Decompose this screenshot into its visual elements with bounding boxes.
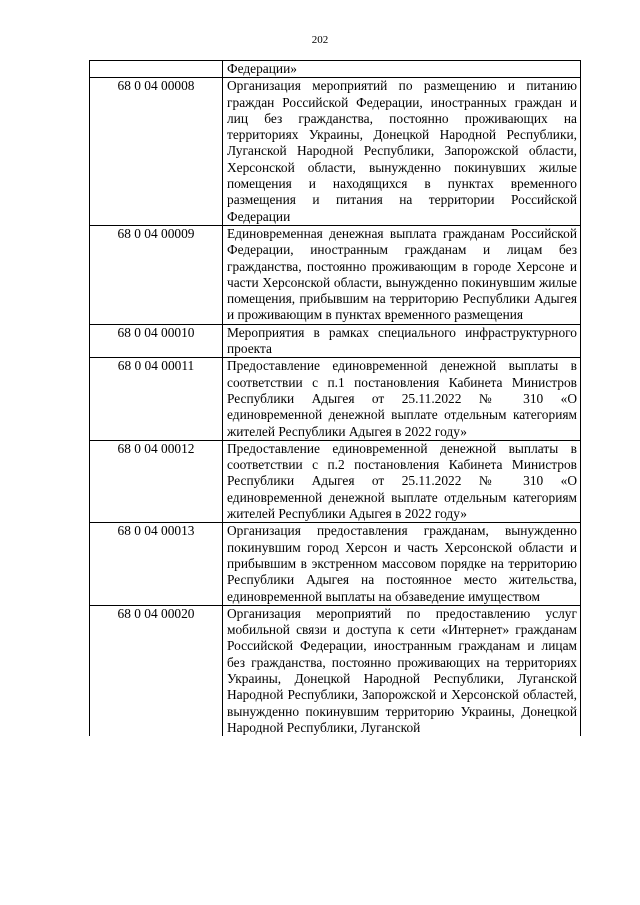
code-cell: [90, 61, 223, 78]
description-cell: Организация предоставления гражданам, вынужденно покинувшим город Херсон и часть Херсонской области и прибывшим в экстренном массовом порядке на территорию Республики Адыгея на постоянное место жительства, единовременной выплаты на обзаведение имуществом: [223, 523, 581, 605]
description-cell: Предоставление единовременной денежной выплаты в соответствии с п.2 постановления Кабинета Министров Республики Адыгея от 25.11.2022 № 310 «О единовременной денежной выплате отдельным категориям жителей Республики Адыгея в 2022 году»: [223, 440, 581, 522]
description-cell: Федерации»: [223, 61, 581, 78]
code-cell: 68 0 04 00012: [90, 440, 223, 522]
table-row: [90, 440, 581, 522]
table-row: [90, 358, 581, 440]
code-cell: 68 0 04 00008: [90, 78, 223, 226]
description-cell: Единовременная денежная выплата гражданам Российской Федерации, иностранным гражданам и лицам без гражданства, постоянно проживающим в городе Херсоне и части Херсонской области, вынужденно покинувшим жилые помещения, прибывшим на территорию Республики Адыгея и проживающим в пунктах временного размещения: [223, 225, 581, 324]
code-cell: 68 0 04 00010: [90, 324, 223, 358]
code-cell: 68 0 04 00020: [90, 605, 223, 736]
table-row: [90, 225, 581, 324]
code-cell: 68 0 04 00009: [90, 225, 223, 324]
table-row: [90, 61, 581, 78]
description-cell: Организация мероприятий по размещению и питанию граждан Российской Федерации, иностранных граждан и лиц без гражданства, постоянно проживающих на территориях Украины, Донецкой Народной Республики, Луганской Народной Республики, Запорожской области, Херсонской области, вынужденно покинувших жилые помещения и находящихся в пунктах временного размещения и питания на территории Российской Федерации: [223, 78, 581, 226]
page-number: 202: [311, 34, 329, 46]
code-cell: 68 0 04 00011: [90, 358, 223, 440]
description-cell: Мероприятия в рамках специального инфраструктурного проекта: [223, 324, 581, 358]
code-cell: 68 0 04 00013: [90, 523, 223, 605]
description-cell: Предоставление единовременной денежной выплаты в соответствии с п.1 постановления Кабинета Министров Республики Адыгея от 25.11.2022 № 310 «О единовременной денежной выплате отдельным категориям жителей Республики Адыгея в 2022 году»: [223, 358, 581, 440]
budget-code-table: [89, 60, 581, 736]
table-row: [90, 605, 581, 736]
description-cell: Организация мероприятий по предоставлению услуг мобильной связи и доступа к сети «Интернет» гражданам Российской Федерации, иностранным гражданам и лицам без гражданства, постоянно проживающих на территориях Украины, Донецкой Народной Республики, Луганской Народной Республики, Запорожской и Херсонской областей, вынужденно покинувшим территорию Украины, Донецкой Народной Республики, Луганской: [223, 605, 581, 736]
table-row: [90, 324, 581, 358]
table-row: [90, 78, 581, 226]
table-row: [90, 523, 581, 605]
